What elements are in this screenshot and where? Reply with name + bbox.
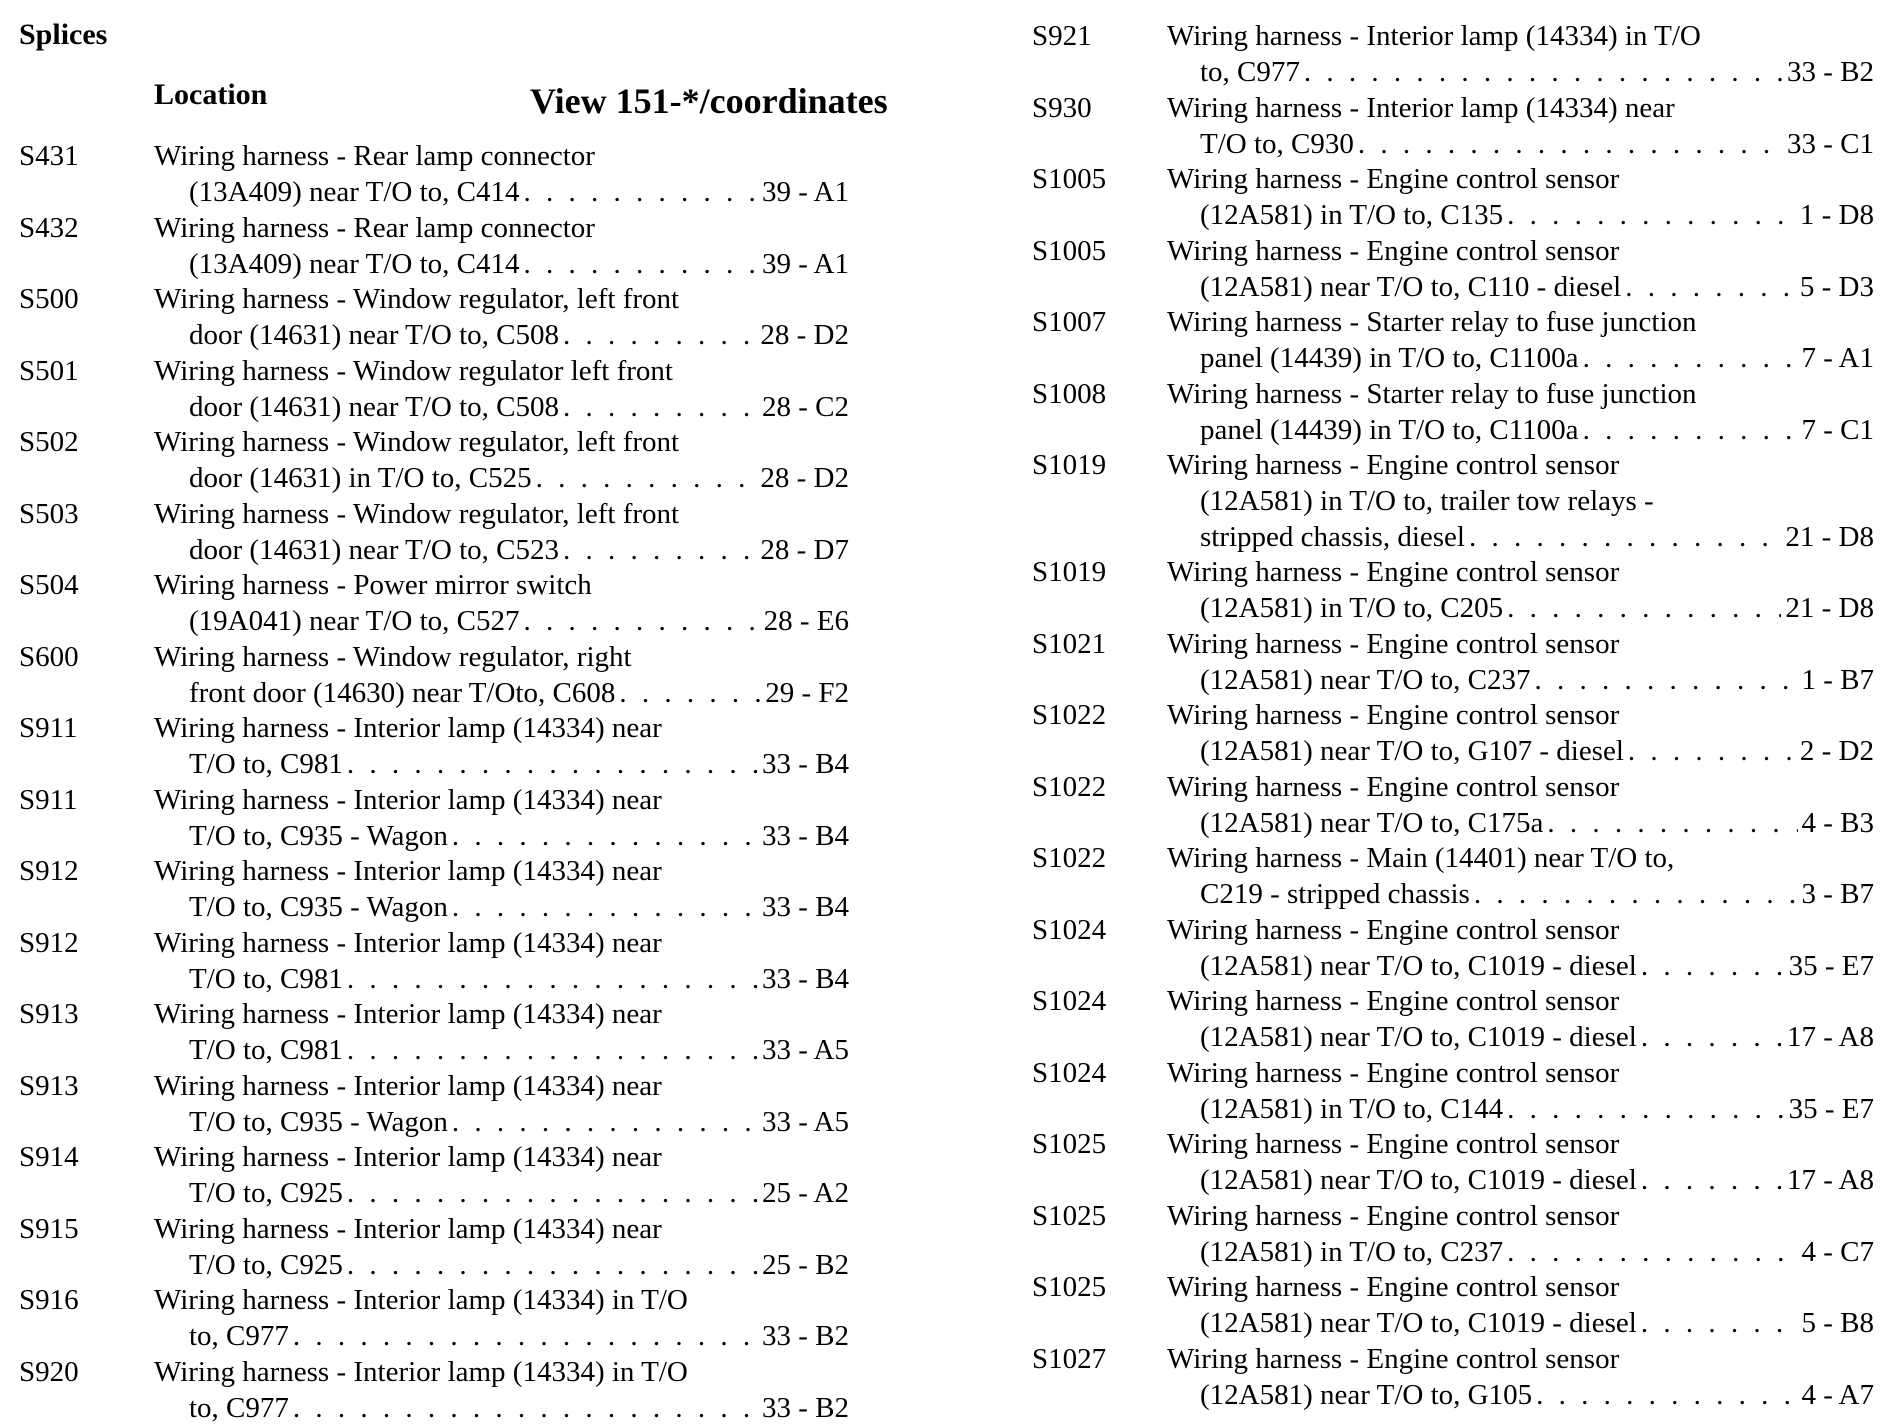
splice-location-leader-line [1200, 1091, 1874, 1127]
view-coordinate: 7 - C1 [1801, 413, 1874, 446]
dot-leader [1507, 1091, 1784, 1127]
splice-id: S921 [1032, 20, 1092, 52]
view-coordinate: 35 - E7 [1788, 1092, 1874, 1125]
splice-location-line: front door (14630) near T/Oto, C608 [189, 676, 616, 709]
splice-entry [1032, 447, 1874, 554]
splice-entry [1032, 1126, 1874, 1198]
splice-entry [1032, 626, 1874, 698]
splice-id: S913 [19, 1069, 79, 1102]
splice-id: S432 [19, 211, 79, 244]
view-coordinate: 33 - C1 [1787, 127, 1874, 160]
splice-location-line: Wiring harness - Interior lamp (14334) in T/O [1167, 20, 1701, 52]
view-coordinate: 39 - A1 [762, 247, 849, 280]
splice-id: S1021 [1032, 627, 1107, 660]
splice-location-line: T/O to, C930 [1200, 127, 1354, 160]
view-coordinate: 35 - E7 [1788, 949, 1874, 982]
splice-entry [19, 281, 849, 353]
dot-leader [347, 746, 758, 782]
dot-leader [619, 675, 761, 711]
view-coordinate: 21 - D8 [1785, 592, 1874, 624]
splice-location-line: T/O to, C935 - Wagon [189, 891, 448, 923]
splice-id: S1005 [1032, 234, 1107, 267]
splice-location-line: Wiring harness - Engine control sensor [1167, 985, 1620, 1017]
dot-leader [536, 460, 757, 496]
dot-leader [1536, 1377, 1797, 1413]
splice-location-line: T/O to, C981 [189, 962, 343, 995]
splice-location-line: (12A581) near T/O to, C1019 - diesel [1200, 949, 1637, 982]
view-coordinate: 4 - A7 [1801, 1378, 1874, 1411]
splice-location-line: Wiring harness - Starter relay to fuse junction [1167, 306, 1697, 338]
dot-leader [1469, 519, 1781, 555]
view-coordinate: 33 - B2 [762, 1391, 849, 1424]
splice-location-line: T/O to, C981 [189, 748, 343, 780]
splice-location-line: Wiring harness - Power mirror switch [154, 569, 592, 601]
splice-location-line: T/O to, C925 [189, 1248, 343, 1281]
splice-location-line: (12A581) near T/O to, C1019 - diesel [1200, 1164, 1637, 1196]
location-column-header: Location [154, 78, 268, 111]
splice-id: S1008 [1032, 377, 1107, 410]
splice-id: S503 [19, 497, 79, 530]
section-title: Splices [19, 18, 108, 51]
splice-location-leader-line [189, 174, 849, 210]
splice-entry [19, 424, 849, 496]
splice-id: S600 [19, 640, 79, 673]
splice-id: S1007 [1032, 306, 1107, 338]
view-coordinate: 21 - D8 [1785, 521, 1874, 553]
splice-location-leader-line [189, 818, 849, 854]
splice-entry [19, 782, 849, 854]
view-coordinate: 25 - A2 [762, 1177, 849, 1209]
splice-location-leader-line [1200, 1377, 1874, 1413]
splice-location-line: Wiring harness - Window regulator, left front [154, 426, 680, 458]
splice-location-line: (19A041) near T/O to, C527 [189, 605, 520, 637]
view-coordinate: 7 - A1 [1801, 342, 1874, 374]
splice-entry [19, 996, 849, 1068]
view-coordinate: 17 - A8 [1787, 1021, 1874, 1053]
splice-entry [19, 567, 849, 639]
splice-entry [19, 710, 849, 782]
splice-location-line: Wiring harness - Window regulator, left front [154, 283, 680, 315]
splice-location-line: panel (14439) in T/O to, C1100a [1200, 342, 1579, 374]
view-coordinate: 25 - B2 [762, 1248, 849, 1281]
splice-location-leader-line [189, 1032, 849, 1068]
dot-leader [1547, 805, 1797, 841]
view-coordinate: 17 - A8 [1787, 1164, 1874, 1196]
splice-entry [1032, 983, 1874, 1055]
splice-id: S920 [19, 1355, 79, 1388]
dot-leader [347, 961, 758, 997]
splice-id: S916 [19, 1284, 79, 1316]
splice-entry [19, 1282, 849, 1354]
splice-entry [1032, 697, 1874, 769]
splice-id: S1024 [1032, 913, 1107, 946]
dot-leader [1625, 269, 1796, 305]
splice-id: S1022 [1032, 699, 1107, 731]
splice-id: S504 [19, 569, 79, 601]
splice-location-line: T/O to, C935 - Wagon [189, 1105, 448, 1138]
view-coordinate: 33 - B4 [762, 819, 849, 852]
splice-location-leader-line [189, 1104, 849, 1140]
splice-location-leader-line [1200, 1162, 1874, 1198]
splice-location-line: (12A581) in T/O to, C144 [1200, 1092, 1504, 1125]
dot-leader [1507, 1234, 1797, 1270]
splice-location-leader-line [189, 675, 849, 711]
dot-leader [452, 818, 758, 854]
splice-entry [1032, 1055, 1874, 1127]
splice-location-line: stripped chassis, diesel [1200, 521, 1465, 553]
splice-location-line: panel (14439) in T/O to, C1100a [1200, 413, 1579, 446]
splice-location-line: Wiring harness - Engine control sensor [1167, 449, 1620, 481]
splice-location-line: (12A581) near T/O to, C175a [1200, 806, 1544, 839]
splice-location-line: Wiring harness - Interior lamp (14334) near [154, 1212, 662, 1245]
dot-leader [1474, 876, 1798, 912]
splice-id: S501 [19, 354, 79, 387]
splice-id: S930 [1032, 91, 1092, 124]
splice-location-leader-line [1200, 269, 1874, 305]
splice-location-line: door (14631) near T/O to, C508 [189, 390, 559, 423]
splice-location-line: Wiring harness - Interior lamp (14334) near [154, 783, 662, 816]
dot-leader [563, 532, 756, 568]
splice-id: S914 [19, 1141, 79, 1173]
splice-id: S912 [19, 926, 79, 959]
dot-leader [524, 246, 759, 282]
splice-location-line: door (14631) near T/O to, C523 [189, 533, 559, 566]
view-coordinate: 33 - A5 [762, 1034, 849, 1066]
splice-location-line: Wiring harness - Interior lamp (14334) in T/O [154, 1284, 688, 1316]
splice-location-line: Wiring harness - Window regulator, right [154, 640, 632, 673]
dot-leader [1641, 948, 1785, 984]
splice-location-line: Wiring harness - Rear lamp connector [154, 211, 595, 244]
splice-location-line: (13A409) near T/O to, C414 [189, 247, 520, 280]
splice-location-line: door (14631) in T/O to, C525 [189, 462, 532, 494]
splice-location-leader-line [189, 460, 849, 496]
splice-id: S912 [19, 855, 79, 887]
splice-id: S1025 [1032, 1199, 1107, 1232]
splice-location-leader-line [1200, 412, 1874, 448]
splice-entry [19, 639, 849, 711]
splice-id: S1022 [1032, 770, 1107, 803]
splice-entry [1032, 769, 1874, 841]
splice-entry [19, 138, 849, 210]
splice-entry [1032, 840, 1874, 912]
splice-location-line: (12A581) in T/O to, C135 [1200, 199, 1504, 231]
view-coordinate: 33 - B2 [762, 1320, 849, 1352]
splice-location-leader-line [1200, 126, 1874, 162]
dot-leader [563, 389, 758, 425]
splice-location-leader-line [189, 246, 849, 282]
splice-location-leader-line [189, 1247, 849, 1283]
splice-entry [1032, 90, 1874, 162]
splice-id: S1025 [1032, 1271, 1107, 1303]
splice-entry [19, 496, 849, 568]
splice-location-line: Wiring harness - Engine control sensor [1167, 627, 1620, 660]
splice-entry [19, 925, 849, 997]
splice-location-line: Wiring harness - Interior lamp (14334) near [154, 1069, 662, 1102]
splice-id: S1019 [1032, 556, 1107, 588]
splice-location-line: Wiring harness - Interior lamp (14334) near [1167, 91, 1675, 124]
splice-location-line: Wiring harness - Interior lamp (14334) near [154, 712, 662, 744]
view-coordinate: 2 - D2 [1799, 735, 1874, 767]
splice-location-leader-line [1200, 876, 1874, 912]
view-coordinate: 1 - D8 [1799, 199, 1874, 231]
splice-location-line: (12A581) near T/O to, G107 - diesel [1200, 735, 1624, 767]
splice-location-leader-line [1200, 340, 1874, 376]
splice-location-leader-line [1200, 1019, 1874, 1055]
splice-location-leader-line [1200, 1305, 1874, 1341]
view-coordinate: 33 - B4 [762, 962, 849, 995]
splice-id: S915 [19, 1212, 79, 1245]
splice-location-line: (12A581) near T/O to, C110 - diesel [1200, 270, 1622, 303]
splice-location-line: (12A581) in T/O to, C205 [1200, 592, 1504, 624]
splice-entry [1032, 161, 1874, 233]
splice-entry [19, 1139, 849, 1211]
splice-location-line: Wiring harness - Engine control sensor [1167, 163, 1620, 195]
dot-leader [1641, 1019, 1783, 1055]
splice-location-line: Wiring harness - Interior lamp (14334) near [154, 1141, 662, 1173]
splice-location-leader-line [1200, 662, 1874, 698]
splice-id: S500 [19, 283, 79, 315]
dot-leader [347, 1032, 758, 1068]
splice-id: S911 [19, 712, 78, 744]
dot-leader [1507, 590, 1781, 626]
splice-location-line: Wiring harness - Engine control sensor [1167, 556, 1620, 588]
dot-leader [1304, 54, 1783, 90]
splice-location-line: to, C977 [189, 1320, 289, 1352]
view-coordinate: 5 - D3 [1799, 270, 1874, 303]
splice-location-line: C219 - stripped chassis [1200, 878, 1470, 910]
splice-location-line: Wiring harness - Window regulator left front [154, 354, 673, 387]
splice-location-leader-line [189, 889, 849, 925]
splice-location-line: Wiring harness - Engine control sensor [1167, 1128, 1620, 1160]
splice-location-line: Wiring harness - Engine control sensor [1167, 770, 1620, 803]
view-coordinate: 33 - B4 [762, 748, 849, 780]
splice-entry [1032, 233, 1874, 305]
splice-location-leader-line [1200, 1234, 1874, 1270]
splice-location-line: Wiring harness - Engine control sensor [1167, 1271, 1620, 1303]
dot-leader [524, 603, 760, 639]
splice-location-line: Wiring harness - Starter relay to fuse junction [1167, 377, 1697, 410]
view-coordinate: 29 - F2 [765, 676, 849, 709]
splice-location-leader-line [189, 532, 849, 568]
splice-entry [1032, 304, 1874, 376]
splice-location-leader-line [189, 317, 849, 353]
splice-location-leader-line [189, 746, 849, 782]
dot-leader [1641, 1305, 1798, 1341]
splice-id: S1024 [1032, 985, 1107, 1017]
splice-location-line: T/O to, C925 [189, 1177, 343, 1209]
splice-location-leader-line [1200, 590, 1874, 626]
splice-location-leader-line [1200, 805, 1874, 841]
splice-location-line: (12A581) near T/O to, G105 [1200, 1378, 1533, 1411]
dot-leader [1641, 1162, 1783, 1198]
right-splice-list [1032, 18, 1874, 1412]
view-coordinate: 28 - D2 [760, 462, 849, 494]
splice-location-line: Wiring harness - Engine control sensor [1167, 699, 1620, 731]
view-coordinate: 39 - A1 [762, 176, 849, 208]
splice-location-leader-line [1200, 733, 1874, 769]
dot-leader [347, 1175, 758, 1211]
dot-leader [1628, 733, 1796, 769]
splice-entry [19, 1354, 849, 1426]
splice-id: S1024 [1032, 1056, 1107, 1089]
view-coordinate: 5 - B8 [1801, 1307, 1874, 1339]
splice-location-leader-line [189, 389, 849, 425]
splice-location-line: Wiring harness - Interior lamp (14334) near [154, 855, 662, 887]
splice-location-line: (12A581) in T/O to, trailer tow relays - [1200, 485, 1654, 517]
splice-id: S1022 [1032, 842, 1107, 874]
dot-leader [524, 174, 759, 210]
splice-entry [1032, 1341, 1874, 1413]
splice-entry [19, 853, 849, 925]
view-coordinate: 4 - B3 [1801, 806, 1874, 839]
view-coordinate: 28 - D2 [760, 319, 849, 351]
splice-location-line: (12A581) near T/O to, C1019 - diesel [1200, 1021, 1637, 1053]
splice-location-line: (13A409) near T/O to, C414 [189, 176, 520, 208]
splice-location-line: to, C977 [1200, 56, 1300, 88]
dot-leader [452, 889, 758, 925]
splice-entry [1032, 554, 1874, 626]
splice-location-leader-line [1200, 54, 1874, 90]
dot-leader [347, 1247, 758, 1283]
view-coordinate: 28 - E6 [763, 605, 849, 637]
view-coordinate: 28 - C2 [762, 390, 849, 423]
splice-location-line: (12A581) near T/O to, C1019 - diesel [1200, 1307, 1637, 1339]
splice-location-line: to, C977 [189, 1391, 289, 1424]
splice-location-line: Wiring harness - Engine control sensor [1167, 1199, 1620, 1232]
splice-entry [1032, 1198, 1874, 1270]
splice-location-line: T/O to, C981 [189, 1034, 343, 1066]
splice-location-leader-line [1200, 519, 1874, 555]
left-splice-list [19, 138, 849, 1425]
splice-id: S911 [19, 783, 78, 816]
splice-id: S1025 [1032, 1128, 1107, 1160]
splice-location-leader-line [189, 1318, 849, 1354]
splice-id: S1005 [1032, 163, 1107, 195]
splice-location-line: door (14631) near T/O to, C508 [189, 319, 559, 351]
splice-location-line: Wiring harness - Engine control sensor [1167, 1056, 1620, 1089]
dot-leader [1583, 412, 1798, 448]
splice-id: S913 [19, 998, 79, 1030]
splice-location-line: T/O to, C935 - Wagon [189, 819, 448, 852]
dot-leader [452, 1104, 758, 1140]
dot-leader [563, 317, 756, 353]
dot-leader [1535, 662, 1798, 698]
splice-id: S1019 [1032, 449, 1107, 481]
dot-leader [293, 1318, 758, 1354]
view-coordinate: 33 - B2 [1787, 56, 1874, 88]
splice-id: S502 [19, 426, 79, 458]
splice-location-leader-line [189, 961, 849, 997]
splice-id: S1027 [1032, 1342, 1107, 1375]
view-coordinate: 33 - A5 [762, 1105, 849, 1138]
splice-location-leader-line [189, 603, 849, 639]
splice-entry [19, 353, 849, 425]
splice-location-line: Wiring harness - Rear lamp connector [154, 140, 595, 172]
splice-location-line: (12A581) near T/O to, C237 [1200, 663, 1531, 696]
splice-entry [1032, 376, 1874, 448]
splice-location-line: Wiring harness - Interior lamp (14334) near [154, 998, 662, 1030]
splice-location-leader-line [1200, 197, 1874, 233]
splice-location-line: Wiring harness - Interior lamp (14334) in T/O [154, 1355, 688, 1388]
splice-location-leader-line [189, 1175, 849, 1211]
splice-location-line: Wiring harness - Engine control sensor [1167, 1342, 1620, 1375]
splice-location-line: (12A581) in T/O to, C237 [1200, 1235, 1504, 1268]
view-coordinate: 3 - B7 [1801, 878, 1874, 910]
view-coordinate: 1 - B7 [1801, 663, 1874, 696]
splice-location-leader-line [1200, 948, 1874, 984]
splice-entry [1032, 1269, 1874, 1341]
splice-entry [19, 210, 849, 282]
splice-entry [19, 1211, 849, 1283]
splice-id: S431 [19, 140, 79, 172]
splice-entry [1032, 912, 1874, 984]
view-coordinate: 4 - C7 [1801, 1235, 1874, 1268]
splice-entry [1032, 18, 1874, 90]
dot-leader [1358, 126, 1783, 162]
splice-location-line: Wiring harness - Main (14401) near T/O to, [1167, 842, 1675, 874]
splice-location-line: Wiring harness - Engine control sensor [1167, 234, 1620, 267]
splice-location-line: Wiring harness - Engine control sensor [1167, 913, 1620, 946]
splice-entry [19, 1068, 849, 1140]
splice-location-line: Wiring harness - Interior lamp (14334) near [154, 926, 662, 959]
dot-leader [1507, 197, 1796, 233]
view-column-header: View 151-*/coordinates [530, 81, 888, 121]
dot-leader [1583, 340, 1798, 376]
splice-location-line: Wiring harness - Window regulator, left front [154, 497, 680, 530]
view-coordinate: 33 - B4 [762, 891, 849, 923]
view-coordinate: 28 - D7 [760, 533, 849, 566]
